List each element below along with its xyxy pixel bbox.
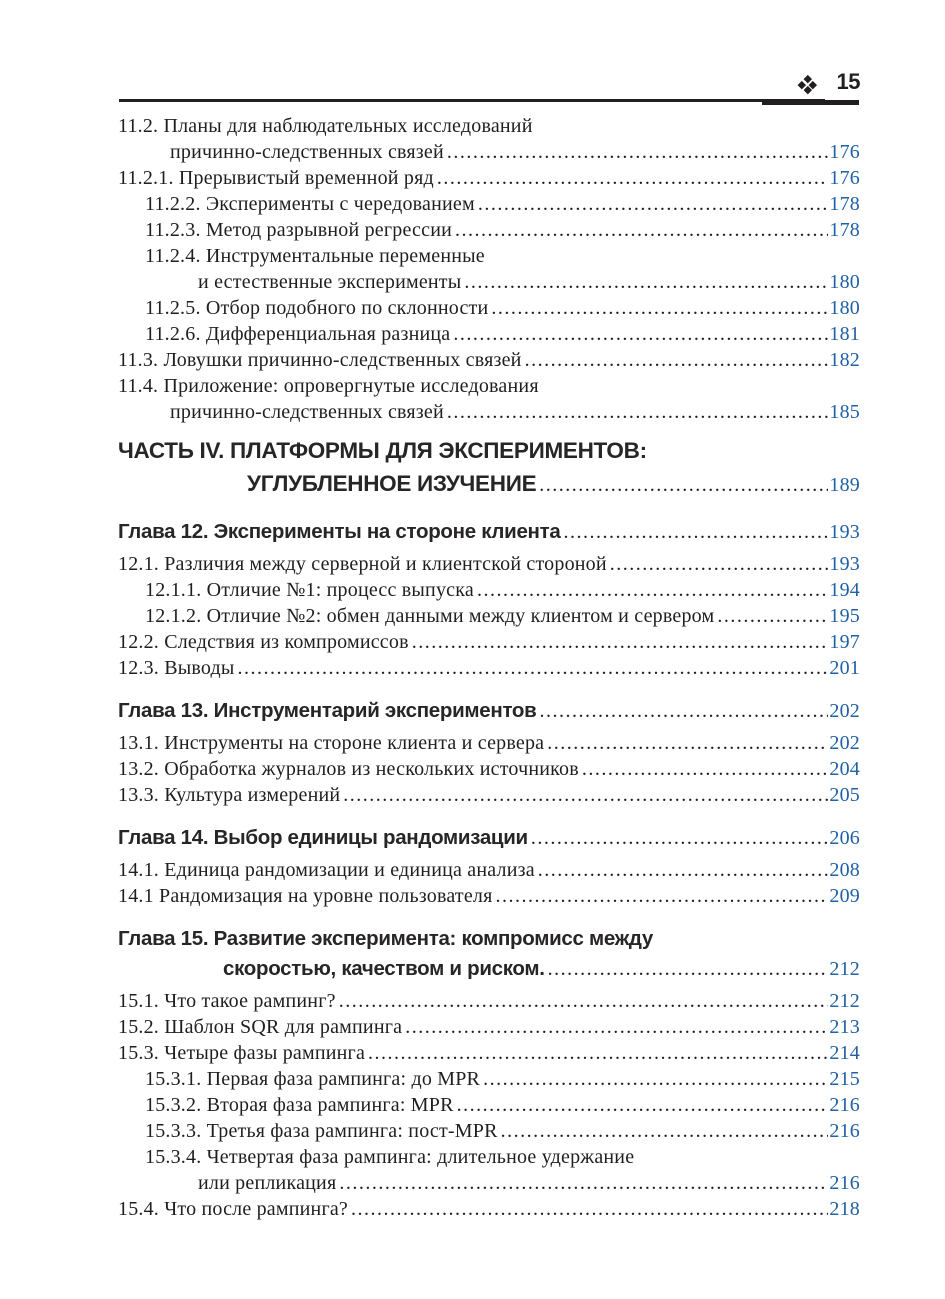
dot-leader (351, 1196, 828, 1222)
toc-page-number: 205 (829, 784, 860, 806)
toc-line (118, 551, 860, 577)
toc-line-text: 13.2. Обработка журналов из нескольких источников (118, 758, 579, 780)
dot-leader (453, 321, 828, 347)
dot-leader (496, 883, 829, 909)
toc-line-text: 12.1. Различия между серверной и клиентской стороной (118, 553, 607, 575)
toc-page-number: 189 (829, 474, 860, 496)
dot-leader (610, 551, 829, 577)
toc-line-text: 11.2.6. Дифференциальная разница (145, 323, 451, 345)
dot-leader (478, 191, 829, 217)
toc-line-text: Глава 12. Эксперименты на стороне клиента (118, 520, 561, 543)
dot-leader (717, 603, 828, 629)
toc-line (118, 988, 860, 1014)
toc-page-number: 193 (829, 521, 860, 543)
toc-line-text: 15.1. Что такое рампинг? (118, 990, 336, 1012)
toc-line (118, 655, 860, 681)
toc-line-text: 12.1.2. Отличие №2: обмен данными между клиентом и сервером (145, 605, 715, 627)
dot-leader (455, 217, 828, 243)
toc-line (118, 217, 860, 243)
dot-leader (582, 756, 828, 782)
toc-line (118, 756, 860, 782)
toc-page-number: 212 (829, 958, 860, 980)
toc-line (118, 696, 860, 726)
toc-page-number: 193 (829, 553, 860, 575)
toc-line (118, 924, 860, 954)
dot-leader (501, 1118, 829, 1144)
dot-leader (538, 857, 829, 883)
toc-line (118, 399, 860, 425)
toc-page-number: 178 (829, 193, 860, 215)
toc-line-text: УГЛУБЛЕННОЕ ИЗУЧЕНИЕ (247, 471, 537, 496)
toc-page-number: 202 (829, 700, 860, 722)
toc-page-number: 201 (829, 657, 860, 679)
toc-line (118, 373, 860, 399)
toc-line-text: Глава 14. Выбор единицы рандомизации (118, 826, 528, 849)
toc-line (118, 165, 860, 191)
dot-leader (238, 655, 829, 681)
dot-leader (491, 295, 828, 321)
toc-page-number: 195 (829, 605, 860, 627)
toc-line (118, 243, 860, 269)
dot-leader (339, 1170, 828, 1196)
toc-line (118, 1066, 860, 1092)
header-rule-thick (762, 100, 859, 105)
toc-page-number: 178 (829, 219, 860, 241)
dot-leader (447, 139, 829, 165)
toc-line-text: 15.3.4. Четвертая фаза рампинга: длительное удержание (145, 1146, 635, 1168)
toc-line-text: 11.2.1. Прерывистый временной ряд (118, 167, 434, 189)
toc-line-text: 11.2.3. Метод разрывной регрессии (145, 219, 453, 241)
toc-line-text: ЧАСТЬ IV. ПЛАТФОРМЫ ДЛЯ ЭКСПЕРИМЕНТОВ: (118, 438, 647, 463)
toc-page-number: 176 (829, 167, 860, 189)
toc-line-text: 15.3. Четыре фазы рампинга (118, 1042, 366, 1064)
toc-line-text: 13.3. Культура измерений (118, 784, 341, 806)
toc-line (118, 1196, 860, 1222)
running-head-page-number: 15 (836, 69, 860, 94)
toc-line (118, 191, 860, 217)
toc-line (118, 1144, 860, 1170)
toc-line-text: 11.2.4. Инструментальные переменные (145, 245, 485, 267)
toc-line (118, 577, 860, 603)
toc-page-number: 176 (829, 141, 860, 163)
toc-line-text: 14.1. Единица рандомизации и единица анализа (118, 859, 535, 881)
header-rule-thin (119, 99, 825, 102)
dot-leader (368, 1040, 828, 1066)
dot-leader (477, 577, 828, 603)
toc-line-text: скоростью, качеством и риском. (223, 957, 545, 980)
toc-line-text: 12.2. Следствия из компромиссов (118, 631, 409, 653)
toc-page-number: 180 (829, 271, 860, 293)
toc-page-number: 213 (829, 1016, 860, 1038)
toc-line (118, 857, 860, 883)
toc-line-text: 14.1 Рандомизация на уровне пользователя (118, 885, 493, 907)
toc-line-text: 11.2.5. Отбор подобного по склонности (145, 297, 489, 319)
toc-line (118, 1118, 860, 1144)
dot-leader (539, 696, 828, 726)
toc-page-number: 218 (829, 1198, 860, 1220)
dot-leader (525, 347, 829, 373)
toc-page-number: 216 (829, 1120, 860, 1142)
table-of-contents (118, 113, 860, 1222)
dot-leader (457, 1092, 829, 1118)
toc-page-number: 216 (829, 1172, 860, 1194)
dot-leader (563, 517, 828, 547)
toc-line-text: 12.1.1. Отличие №1: процесс выпуска (145, 579, 474, 601)
toc-line-text: причинно-следственных связей (170, 141, 444, 163)
toc-line (118, 434, 860, 467)
toc-line (118, 629, 860, 655)
toc-line (118, 1092, 860, 1118)
dot-leader (464, 269, 828, 295)
dot-leader (447, 399, 829, 425)
toc-line (118, 295, 860, 321)
dot-leader (547, 730, 828, 756)
toc-line (118, 321, 860, 347)
toc-line (118, 782, 860, 808)
toc-page-number: 182 (829, 349, 860, 371)
toc-line-text: 12.3. Выводы (118, 657, 235, 679)
toc-line-text: 15.3.2. Вторая фаза рампинга: MPR (145, 1094, 454, 1116)
toc-page-number: 209 (829, 885, 860, 907)
dot-leader (343, 782, 828, 808)
toc-page-number: 215 (829, 1068, 860, 1090)
toc-page-number: 212 (829, 990, 860, 1012)
dot-leader (339, 988, 829, 1014)
toc-line (118, 954, 860, 984)
toc-page-number: 181 (829, 323, 860, 345)
toc-line-text: 15.3.3. Третья фаза рампинга: пост-MPR (145, 1120, 498, 1142)
toc-page-number: 185 (829, 401, 860, 423)
toc-line (118, 823, 860, 853)
toc-page-number: 202 (829, 732, 860, 754)
four-diamonds-icon (799, 76, 816, 93)
toc-page-number: 194 (829, 579, 860, 601)
toc-line (118, 1040, 860, 1066)
toc-page-number: 214 (829, 1042, 860, 1064)
toc-line-text: или репликация (198, 1172, 337, 1194)
dot-leader (412, 629, 829, 655)
toc-line-text: Глава 13. Инструментарий экспериментов (118, 699, 537, 722)
dot-leader (548, 954, 829, 984)
toc-line-text: 11.2.2. Эксперименты с чередованием (145, 193, 475, 215)
toc-page-number: 204 (829, 758, 860, 780)
dot-leader (483, 1066, 828, 1092)
toc-page-number: 206 (829, 827, 860, 849)
toc-line (118, 113, 860, 139)
toc-line-text: 11.4. Приложение: опровергнутые исследования (118, 375, 539, 397)
dot-leader (531, 823, 829, 853)
toc-line (118, 730, 860, 756)
toc-page-number: 180 (829, 297, 860, 319)
toc-line-text: 15.2. Шаблон SQR для рампинга (118, 1016, 403, 1038)
toc-line (118, 139, 860, 165)
toc-line-text: и естественные эксперименты (198, 271, 462, 293)
toc-line-text: Глава 15. Развитие эксперимента: компромисс между (118, 927, 653, 950)
dot-leader (437, 165, 829, 191)
toc-line (118, 1170, 860, 1196)
dot-leader (539, 469, 828, 502)
toc-line (118, 603, 860, 629)
toc-line (118, 1014, 860, 1040)
toc-line-text: 11.3. Ловушки причинно-следственных связей (118, 349, 522, 371)
toc-line-text: причинно-следственных связей (170, 401, 444, 423)
toc-line-text: 11.2. Планы для наблюдательных исследований (118, 115, 533, 137)
toc-line-text: 15.3.1. Первая фаза рампинга: до MPR (145, 1068, 481, 1090)
toc-line (118, 347, 860, 373)
toc-page-number: 208 (829, 859, 860, 881)
dot-leader (405, 1014, 828, 1040)
toc-line (118, 517, 860, 547)
toc-line-text: 15.4. Что после рампинга? (118, 1198, 349, 1220)
toc-line (118, 467, 860, 502)
toc-line (118, 883, 860, 909)
toc-line (118, 269, 860, 295)
toc-line-text: 13.1. Инструменты на стороне клиента и сервера (118, 732, 545, 754)
toc-page-number: 197 (829, 631, 860, 653)
toc-page-number: 216 (829, 1094, 860, 1116)
